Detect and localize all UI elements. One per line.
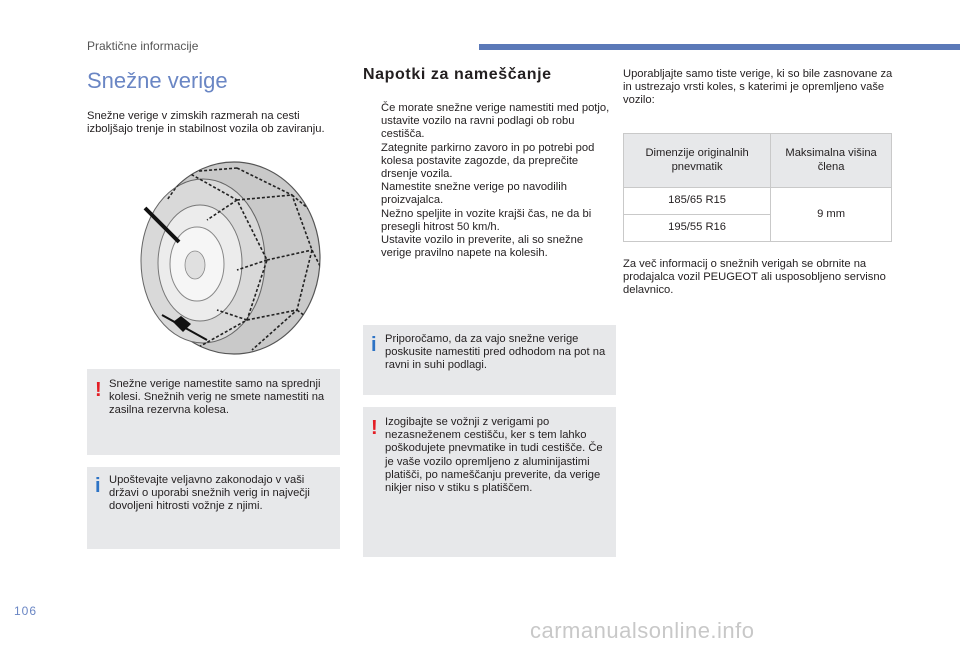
warning-box-no-snow (363, 407, 616, 557)
warning-box-front-wheels (87, 369, 340, 455)
snow-chain-wheel-illustration (87, 160, 340, 358)
table-header-row (624, 134, 892, 188)
info-icon: i (371, 334, 377, 356)
warning-icon: ! (371, 417, 378, 439)
page-title: Snežne verige (87, 68, 228, 93)
spec-outro-text: Za več informacij o snežnih verigah se obrnite na prodajalca vozil PEUGEOT ali usposobljeno servisno delavnico. (623, 258, 886, 297)
warning-text: Izogibajte se vožnji z verigami po nezasneženem cestišču, ker s tem lahko poškodujete pnevmatike in tudi cestišče. Če je vaše vozilo opremljeno z aluminijastimi platišči, po nameščanju preverite, da verige nikjer niso v stiku s platiščem. (385, 416, 603, 495)
info-text: Priporočamo, da za vajo snežne verige poskusite namestiti pred odhodom na pot na ravni in suhi podlagi. (385, 333, 606, 372)
watermark: carmanualsonline.info (530, 618, 755, 643)
table-cell: 185/65 R15 (624, 188, 771, 215)
info-icon: i (95, 475, 101, 497)
column-chain-specs (623, 60, 893, 108)
warning-icon: ! (95, 379, 102, 401)
installation-steps (363, 102, 616, 260)
list-item: Namestite snežne verige po navodilih proizvajalca. (381, 181, 567, 207)
list-item: Nežno speljite in vozite krajši čas, ne da bi presegli hitrost 50 km/h. (381, 207, 592, 233)
intro-text: Snežne verige v zimskih razmerah na cesti izboljšajo trenje in stabilnost vozila ob zaviranju. (87, 110, 325, 136)
warning-text: Snežne verige namestite samo na sprednji kolesi. Snežnih verig ne smete namestiti na zasilna rezervna kolesa. (109, 378, 325, 417)
header-bar (479, 44, 960, 50)
list-item: Zategnite parkirno zavoro in po potrebi pod kolesa postavite zagozde, da preprečite drsenje vozila. (381, 141, 595, 181)
table-row (624, 188, 892, 215)
column-installation-tips (363, 60, 616, 260)
page-number: 106 (14, 604, 38, 618)
info-box-practice (363, 325, 616, 395)
table-cell: 195/55 R16 (624, 215, 771, 242)
info-text: Upoštevajte veljavno zakonodajo v vaši državi o uporabi snežnih verig in največji dovoljeni hitrosti vožnje z njimi. (109, 474, 310, 513)
section-title: Praktične informacije (87, 39, 199, 53)
table-header-cell: Maksimalna višina člena (771, 134, 892, 188)
info-box-legislation (87, 467, 340, 549)
table-header-cell: Dimenzije originalnih pnevmatik (624, 134, 771, 188)
list-item: Ustavite vozilo in preverite, ali so snežne verige pravilno napete na kolesih. (381, 234, 584, 260)
column-snow-chains (87, 60, 340, 136)
list-item: Če morate snežne verige namestiti med potjo, ustavite vozilo na ravni podlagi ob robu cestišča. (381, 102, 610, 141)
chain-dimensions-table (623, 133, 892, 242)
table-cell: 9 mm (771, 188, 892, 242)
section-heading: Napotki za nameščanje (363, 66, 552, 83)
spec-intro-text: Uporabljajte samo tiste verige, ki so bile zasnovane za in ustrezajo vrsti koles, s katerimi je opremljeno vaše vozilo: (623, 68, 893, 107)
